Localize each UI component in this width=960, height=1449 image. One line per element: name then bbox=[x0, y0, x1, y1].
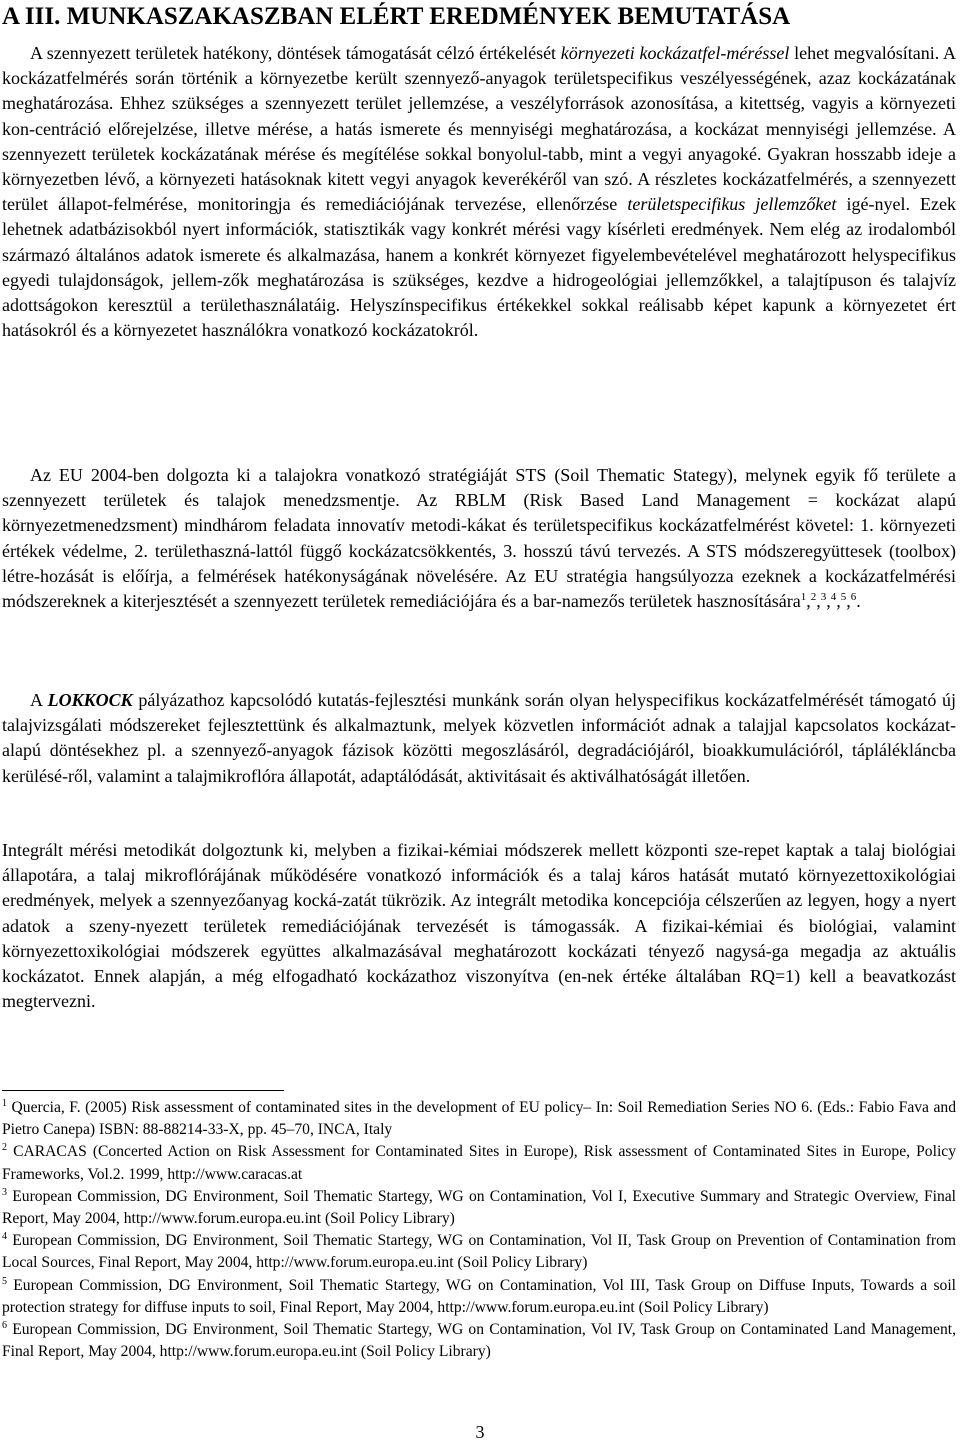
footnote-ref-2[interactable]: 2 bbox=[810, 591, 817, 604]
footnote-text: European Commission, DG Environment, Soil Thematic Startegy, WG on Contamination, Vol I, Executive Summary and Strategic Overview, Final Report, May 2004, http://www.forum.europa.eu.int (Soil Policy Library) bbox=[2, 1187, 956, 1228]
sentence-end: . bbox=[856, 591, 861, 612]
footnote-ref-1[interactable]: 1 bbox=[800, 591, 807, 604]
p3-text-a: A bbox=[30, 690, 48, 710]
footnote-ref-6[interactable]: 6 bbox=[850, 591, 857, 604]
footnote-text: European Commission, DG Environment, Soil Thematic Startegy, WG on Contamination, Vol II, Task Group on Prevention of Contamination from Local Sources, Final Report, May 2004, http://www.forum.europa.eu.int (Soil Policy Library) bbox=[2, 1232, 957, 1272]
footnote-number: 2 bbox=[2, 1142, 7, 1154]
section-heading: A III. MUNKASZAKASZBAN ELÉRT EREDMÉNYEK BEMUTATÁSA bbox=[2, 3, 791, 30]
p1-text-e: igé-nyel. Ezek lehetnek adatbázisokból nyert információk, statisztikák vagy konkrét mérési vagy kísérleti eredmények. Nem elég az irodalomból származó általános adatok ismerete és alkalmazása, hanem a konkrét környezet figyelembevételével meghatározott helyspecifikus egyedi tulajdonságok, jellem-zők meghatározása is szükséges, kezdve a hidrogeológiai jellemzőkkel, a talajtípuson és talajvíz adottságokon keresztül a területhasználatáig. Helyszínspecifikus értékekkel sokkal reálisabb képet kapunk a környezetet ért hatásokról és a környezetet használókra vonatkozó kockázatokról. bbox=[2, 194, 957, 341]
ref-separator: , bbox=[836, 591, 841, 612]
p1-text-c: lehet megvalósítani. A kockázatfelmérés során történik a környezetbe került szennyező-anyagok területspecifikus veszélyességének, azaz kockázatának meghatározása. Ehhez szükséges a szennyezett terület jellemzése, a veszélyforrások azonosítása, a kitettség, vagyis a környezeti kon-centráció előrejelzése, illetve mérése, a hatás ismerete és mennyiségi meghatározása, a kockázat mennyiségi jellemzése. A szennyezett területek kockázatának mérése és megítélése sokkal bonyolul-tabb, mint a vegyi anyagoké. Gyakran hosszabb ideje a környezetben lévő, a környezeti hatásoknak kitett vegyi anyagok keverékéről van szó. A részletes kockázatfelmérés, a szennyezett terület állapot-felmérése, monitoringja és remediációjának tervezése, ellenőrzése bbox=[2, 43, 956, 215]
footnote-text: European Commission, DG Environment, Soil Thematic Startegy, WG on Contamination, Vol IV, Task Group on Contaminated Land Management, Final Report, May 2004, http://www.forum.europa.eu.int (Soil Policy Library) bbox=[2, 1321, 956, 1361]
footnotes bbox=[2, 1097, 956, 1363]
footnote-ref-3[interactable]: 3 bbox=[820, 591, 827, 604]
footnote-separator bbox=[2, 1090, 284, 1091]
footnote-number: 3 bbox=[2, 1186, 7, 1198]
ref-separator: , bbox=[826, 591, 831, 612]
footnote-number: 6 bbox=[2, 1320, 7, 1332]
footnote-ref-5[interactable]: 5 bbox=[840, 591, 847, 604]
p1-text-a: A szennyezett területek hatékony, döntések támogatását célzó értékelését bbox=[30, 43, 561, 63]
p1-italic-term: környezeti kockázatfel-méréssel bbox=[560, 43, 790, 63]
paragraph-lokkock bbox=[2, 688, 956, 789]
footnote-6 bbox=[2, 1319, 956, 1363]
paragraph-integrated-method: Integrált mérési metodikát dolgoztunk ki, melyben a fizikai-kémiai módszerek mellett központi sze-repet kaptak a talaj biológiai állapotára, a talaj mikroflórájának működésére vonatkozó információk és a talaj káros hatását mutató környezettoxikológiai eredmények, melyek a szennyezőanyag kocká-zatát tükrözik. Az integrált metodika koncepciója célszerűen az legyen, hogy a nyert adatok a szeny-nyezett területek remediációjának tervezését is támogassák. A fizikai-kémiai és biológiai, valamint környezettoxikológiai módszerek együttes alkalmazásával meghatározott kockázati tényező nagysá-ga megadja az aktuális kockázatot. Ennek alapján, a még elfogadható kockázathoz viszonyítva (en-nek értéke általában RQ=1) kell a beavatkozást megtervezni. bbox=[2, 840, 956, 1012]
footnote-number: 5 bbox=[2, 1275, 7, 1287]
footnote-1 bbox=[2, 1097, 956, 1141]
footnote-5 bbox=[2, 1275, 956, 1319]
ref-separator: , bbox=[816, 591, 821, 612]
project-name: LOKKOCK bbox=[47, 690, 133, 710]
ref-separator: , bbox=[806, 591, 811, 612]
p2-text: Az EU 2004-ben dolgozta ki a talajokra vonatkozó stratégiáját STS (Soil Thematic Stategy), melynek egyik fő területe a szennyezett területek és talajok menedzsmentje. Az RBLM (Risk Based Land Management = kockázat alapú környezetmenedzsment) mindhárom feladata innovatív metodi-kákat és területspecifikus kockázatfelmérést követel: 1. környezeti értékek védelme, 2. területhaszná-lattól függő kockázatcsökkentés, 3. hosszú távú tervezés. A STS módszeregyüttesek (toolbox) létre-hozását is előírja, a felmérések hatékonyságának növelésére. Az EU stratégia hangsúlyozza ezeknek a kockázatfelmérési módszereknek a kiterjesztését a szennyezett területek remediációjára és a bar-namezős területek hasznosítására bbox=[2, 465, 956, 612]
footnote-number: 4 bbox=[2, 1231, 7, 1243]
footnote-text: CARACAS (Concerted Action on Risk Assessment for Contaminated Sites in Europe), Risk assessment of Contaminated Sites in Europe, Policy Frameworks, Vol.2. 1999, http://www.caracas.at bbox=[2, 1143, 956, 1183]
paragraph-eu-strategy bbox=[2, 463, 956, 614]
ref-separator: , bbox=[846, 591, 851, 612]
footnote-2 bbox=[2, 1141, 956, 1185]
p3-text-c: pályázathoz kapcsolódó kutatás-fejlesztési munkánk során olyan helyspecifikus kockázatfelmérését támogató új talajvizsgálati módszereket fejlesztettünk és alkalmaztunk, melyek közvetlen információt adnak a talajjal kapcsolatos kockázat-alapú döntésekhez pl. a szennyező-anyagok fázisok közötti megoszlásáról, degradációjáról, bioakkumulációról, táplálékláncba kerülésé-ről, valamint a talajmikroflóra állapotát, adaptálódását, aktivitásait és aktiválhatóságát illetően. bbox=[2, 690, 956, 786]
footnote-4 bbox=[2, 1230, 956, 1274]
footnote-text: European Commission, DG Environment, Soil Thematic Startegy, WG on Contamination, Vol III, Task Group on Diffuse Inputs, Towards a soil protection strategy for diffuse inputs to soil, Final Report, May 2004, http://www.forum.europa.eu.int (Soil Policy Library) bbox=[2, 1276, 956, 1316]
paragraph-risk-assessment bbox=[2, 41, 956, 343]
footnote-ref-4[interactable]: 4 bbox=[830, 591, 837, 604]
footnote-text: Quercia, F. (2005) Risk assessment of contaminated sites in the development of EU policy– In: Soil Remediation Series NO 6. (Eds.: Fabio Fava and Pietro Canepa) ISBN: 88-88214-33-X, pp. 45–70, INCA, Italy bbox=[2, 1099, 956, 1139]
footnote-3 bbox=[2, 1186, 956, 1230]
page-number: 3 bbox=[475, 1422, 485, 1442]
p1-italic-term-2: területspecifikus jellemzőket bbox=[627, 194, 837, 215]
footnote-number: 1 bbox=[2, 1098, 7, 1109]
